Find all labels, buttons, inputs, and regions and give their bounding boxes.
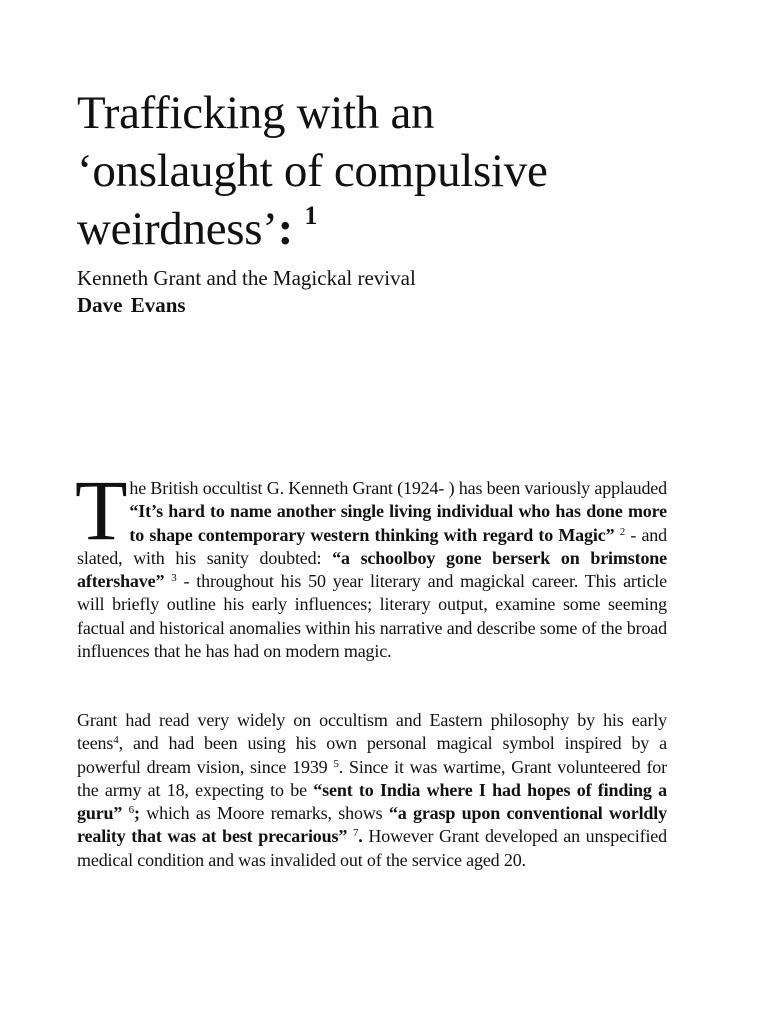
footnote-ref-6: 6 — [128, 804, 135, 817]
p2-text-1: Grant had read very widely on occultism and Eastern philosophy by his early teens — [77, 710, 667, 754]
p2-quote-1: “sent to India where I had hopes of finding a guru” — [77, 779, 667, 824]
drop-cap: T — [75, 462, 128, 558]
title-footnote-ref: 1 — [304, 201, 318, 230]
footnote-ref-3: 3 — [171, 572, 177, 585]
p2-text-4: which as Moore remarks, shows — [139, 803, 389, 824]
p2-text-3: . Since it was wartime, Grant volunteered for the army at 18, expecting to be — [77, 756, 667, 800]
author-name: Dave Evans — [77, 293, 186, 317]
title-line-2: ‘onslaught of compulsive — [77, 145, 548, 197]
p2-semicolon: ; — [134, 803, 140, 824]
p1-text-2: - and slated, with his sanity doubted: — [77, 524, 667, 568]
paragraph-2 — [77, 709, 667, 872]
title-line-1: Trafficking with an — [77, 87, 435, 139]
title-line-3: weirdness’ — [77, 203, 278, 255]
p1-text-1: he British occultist G. Kenneth Grant (1924- ) has been variously applauded — [129, 478, 668, 498]
article-subtitle: Kenneth Grant and the Magickal revival — [77, 266, 416, 290]
footnote-ref-4: 4 — [113, 734, 119, 747]
p2-quote-2: “a grasp upon conventional worldly reality that was at best precarious” — [77, 803, 667, 847]
p1-quote-1: “It’s hard to name another single living individual who has done more to shape contemporary western thinking with regard to Magic” — [129, 501, 667, 545]
p1-text-3: - throughout his 50 year literary and magickal career. This article will briefly outline his early influences; literary output, examine some seeming factual and historical anomalies within his narrative and describe some of the broad influences that he has had on modern magic. — [77, 571, 667, 662]
footnote-ref-7: 7 — [352, 827, 359, 840]
paragraph-1 — [75, 462, 668, 663]
footnote-ref-2: 2 — [619, 525, 626, 538]
title-colon: : — [277, 203, 293, 255]
p2-period: . — [358, 826, 363, 847]
p2-text-5: However Grant developed an unspecified medical condition and was invalided out of the service aged 20. — [77, 826, 667, 870]
footnote-ref-5: 5 — [333, 757, 339, 770]
article-title — [77, 84, 717, 258]
p2-text-2: , and had been using his own personal magical symbol inspired by a powerful dream vision, since 1939 — [77, 733, 667, 777]
p1-quote-2: “a schoolboy gone berserk on brimstone aftershave” — [77, 547, 667, 592]
